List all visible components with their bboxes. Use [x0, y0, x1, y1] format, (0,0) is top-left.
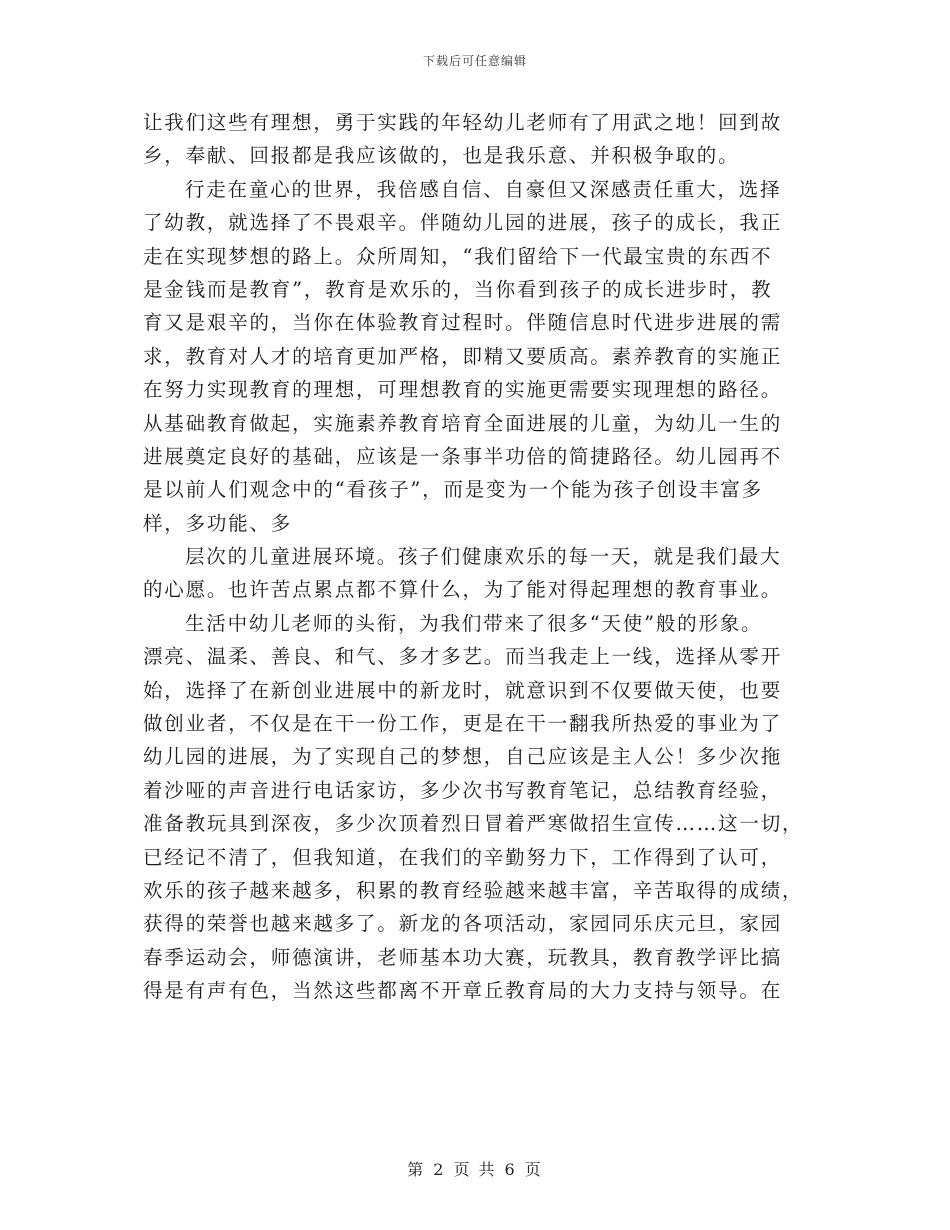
text-line: 样，多功能、多 [143, 511, 293, 535]
text-line: 生活中幼儿老师的头衔，为我们带来了很多“天使”般的形象。 [185, 611, 763, 635]
text-line: 的心愿。也许苦点累点都不算什么，为了能对得起理想的教育事业。 [143, 578, 783, 602]
footer-prefix: 第 [407, 1160, 426, 1179]
footer-current-page: 2 [433, 1160, 446, 1179]
text-line: 是以前人们观念中的“看孩子”，而是变为一个能为孩子创设丰富多 [143, 478, 763, 502]
text-line: 层次的儿童进展环境。孩子们健康欢乐的每一天，就是我们最大 [185, 545, 782, 569]
page-header: 下载后可任意编辑 [422, 54, 527, 68]
footer-middle: 页 共 [453, 1160, 497, 1179]
text-line: 欢乐的孩子越来越多，积累的教育经验越来越丰富，辛苦取得的成绩， [143, 878, 804, 902]
text-line: 乡，奉献、回报都是我应该做的，也是我乐意、并积极争取的。 [143, 144, 740, 168]
page-footer [0, 1157, 950, 1180]
text-line: 始，选择了在新创业进展中的新龙时，就意识到不仅要做天使，也要 [143, 678, 783, 702]
text-line: 春季运动会，师德演讲，老师基本功大赛，玩教具，教育教学评比搞 [143, 945, 783, 969]
text-line: 着沙哑的声音进行电话家访，多少次书写教育笔记，总结教育经验， [143, 778, 783, 802]
text-line: 是金钱而是教育”，教育是欢乐的，当你看到孩子的成长进步时，教 [143, 277, 773, 301]
text-line: 准备教玩具到深夜，多少次顶着烈日冒着严寒做招生宣传……这一切， [143, 812, 804, 836]
footer-total-pages: 6 [504, 1160, 517, 1179]
text-line: 育又是艰辛的，当你在体验教育过程时。伴随信息时代进步进展的需 [143, 311, 783, 335]
text-line: 幼儿园的进展，为了实现自己的梦想，自己应该是主人公！多少次拖 [143, 745, 783, 769]
text-line: 从基础教育做起，实施素养教育培育全面进展的儿童，为幼儿一生的 [143, 411, 783, 435]
text-line: 求，教育对人才的培育更加严格，即精又要质高。素养教育的实施正 [143, 344, 783, 368]
text-line: 行走在童心的世界，我倍感自信、自豪但又深感责任重大，选择 [185, 177, 782, 201]
text-line: 在努力实现教育的理想，可理想教育的实施更需要实现理想的路径。 [143, 378, 783, 402]
footer-suffix: 页 [524, 1160, 543, 1179]
text-line: 让我们这些有理想，勇于实践的年轻幼儿老师有了用武之地！回到故 [143, 111, 783, 134]
text-line: 漂亮、温柔、善良、和气、多才多艺。而当我走上一线，选择从零开 [143, 645, 783, 669]
text-line: 走在实现梦想的路上。众所周知，“我们留给下一代最宝贵的东西不 [143, 244, 773, 268]
text-line: 获得的荣誉也越来越多了。新龙的各项活动，家园同乐庆元旦，家园 [143, 912, 783, 936]
text-line: 进展奠定良好的基础，应该是一条事半功倍的简捷路径。幼儿园再不 [143, 444, 783, 468]
text-line: 做创业者，不仅是在干一份工作，更是在干一翻我所热爱的事业为了 [143, 712, 783, 736]
document-body [143, 106, 808, 1008]
text-line: 得是有声有色，当然这些都离不开章丘教育局的大力支持与领导。在 [143, 979, 783, 1003]
text-line: 已经记不清了，但我知道，在我们的辛勤努力下，工作得到了认可， [143, 845, 783, 869]
text-line: 了幼教，就选择了不畏艰辛。伴随幼儿园的进展，孩子的成长，我正 [143, 211, 783, 235]
